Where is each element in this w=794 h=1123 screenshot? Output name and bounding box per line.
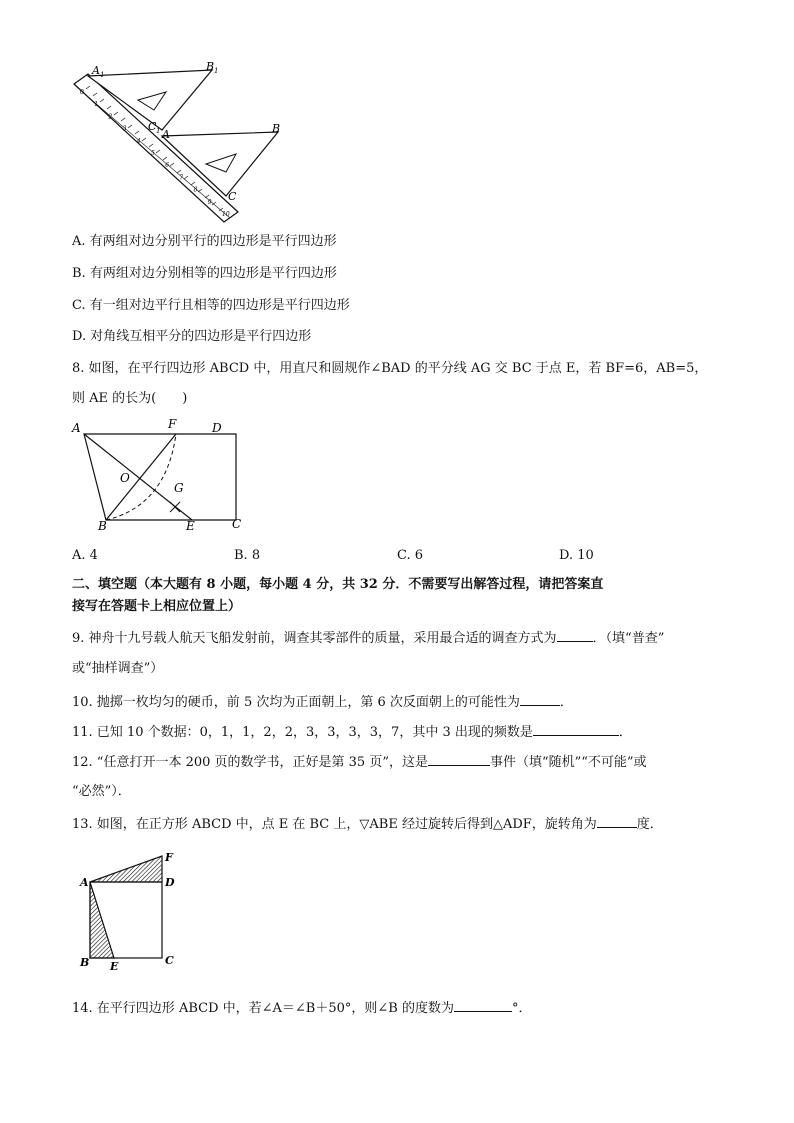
ruler-tick-label: 9 xyxy=(207,198,212,206)
q10-text-b: ． xyxy=(559,695,573,710)
label-e: E xyxy=(110,960,119,973)
q9-text-a: 9. 神舟十九号载人航天飞船发射前，调查其零部件的质量，采用最合适的调查方式为 xyxy=(72,631,557,646)
label-f: F xyxy=(168,417,177,431)
section-2-heading-line1: 二、填空题（本大题有 8 小题，每小题 4 分，共 32 分．不需要写出解答过程，请把答案直 xyxy=(72,577,604,592)
q10-line xyxy=(72,692,573,712)
label-b1: B xyxy=(206,60,215,73)
q13-text-a: 13. 如图，在正方形 ABCD 中，点 E 在 BC 上，▽ABE 经过旋转后得到△ADF，旋转角为 xyxy=(72,817,597,832)
q12-text-b: 事件（填“随机”“不可能”或 xyxy=(489,755,647,770)
q8-stem-line2: 则 AE 的长为( ) xyxy=(72,391,188,406)
q12-line1 xyxy=(72,752,647,772)
q7-option-b: B. 有两组对边分别相等的四边形是平行四边形 xyxy=(72,266,337,281)
label-f: F xyxy=(165,851,173,864)
q14-text-a: 14. 在平行四边形 ABCD 中，若∠A＝∠B＋50°，则∠B 的度数为 xyxy=(72,1001,454,1016)
q14-text-b: °． xyxy=(511,1001,532,1016)
q12-line2: “必然”）． xyxy=(72,784,131,799)
label-e: E xyxy=(186,519,195,533)
label-o: O xyxy=(120,471,130,485)
label-a: A xyxy=(72,421,81,435)
label-a1-sub: 1 xyxy=(100,71,105,79)
ruler-tick-label: 7 xyxy=(179,174,184,182)
q9-text-b: ．（填“普查” xyxy=(592,631,665,646)
q8-choice-c[interactable]: C. 6 xyxy=(397,548,424,563)
ruler-tick-label: 1 xyxy=(94,101,99,109)
q14-answer-blank[interactable] xyxy=(454,998,512,1012)
q9-line1 xyxy=(72,628,664,648)
ruler-tick-label: 6 xyxy=(165,162,170,170)
label-a: A xyxy=(162,128,170,141)
q12-answer-blank[interactable] xyxy=(428,752,490,766)
q13-line xyxy=(72,814,663,834)
q7-option-d: D. 对角线互相平分的四边形是平行四边形 xyxy=(72,329,312,344)
label-b: B xyxy=(272,122,281,135)
label-c1-sub: 1 xyxy=(156,127,161,135)
ruler-tick-label: 4 xyxy=(136,137,141,145)
label-b: B xyxy=(80,956,90,969)
label-b: B xyxy=(98,519,107,533)
label-a: A xyxy=(80,876,89,889)
parallelogram-figure xyxy=(66,416,256,536)
label-c1: C xyxy=(148,120,157,133)
label-c: C xyxy=(228,190,237,203)
label-g: G xyxy=(174,481,184,495)
q13-text-b: 度． xyxy=(636,817,663,832)
q8-choice-a[interactable]: A. 4 xyxy=(72,548,98,563)
q8-choice-d[interactable]: D. 10 xyxy=(559,548,594,563)
ruler-tick-label: 10 xyxy=(222,211,230,218)
q13-answer-blank[interactable] xyxy=(597,814,637,828)
q9-line2: 或“抽样调查”） xyxy=(72,661,164,676)
label-d: D xyxy=(212,421,222,435)
q14-line xyxy=(72,998,532,1018)
q9-answer-blank[interactable] xyxy=(557,628,593,642)
ruler-tick-label: 3 xyxy=(122,125,127,133)
q11-text-b: ． xyxy=(618,725,632,740)
q8-stem-line1: 8. 如图，在平行四边形 ABCD 中，用直尺和圆规作∠BAD 的平分线 AG 交 BC 于点 E，若 BF=6，AB=5， xyxy=(72,361,708,376)
q12-text-a: 12. “任意打开一本 200 页的数学书，正好是第 35 页”，这是 xyxy=(72,755,428,770)
q11-text-a: 11. 已知 10 个数据：0，1，1，2，2，3，3，3，3，7，其中 3 出现的频数是 xyxy=(72,725,533,740)
ruler-tick-label: 8 xyxy=(193,186,198,194)
q10-answer-blank[interactable] xyxy=(520,692,560,706)
q7-option-c: C. 有一组对边平行且相等的四边形是平行四边形 xyxy=(72,298,350,313)
ruler-tick-label: 0 xyxy=(80,89,84,96)
label-b1-sub: 1 xyxy=(214,67,219,75)
label-d: D xyxy=(165,876,175,889)
q7-option-a: A. 有两组对边分别平行的四边形是平行四边形 xyxy=(72,234,337,249)
q10-text-a: 10. 抛掷一枚均匀的硬币，前 5 次均为正面朝上，第 6 次反面朝上的可能性为 xyxy=(72,695,520,710)
square-rotation-figure xyxy=(76,848,186,978)
q11-answer-blank[interactable] xyxy=(533,722,619,736)
label-a1: A xyxy=(92,64,100,77)
ruler-tick-label: 2 xyxy=(108,113,113,121)
q11-line xyxy=(72,722,632,742)
label-c: C xyxy=(165,954,174,967)
q8-choice-b[interactable]: B. 8 xyxy=(234,548,261,563)
section-2-heading-line2: 接写在答题卡上相应位置上） xyxy=(72,599,242,614)
ruler-tick-label: 5 xyxy=(151,150,155,157)
ruler-set-square-figure xyxy=(66,60,296,230)
label-c: C xyxy=(232,517,242,531)
